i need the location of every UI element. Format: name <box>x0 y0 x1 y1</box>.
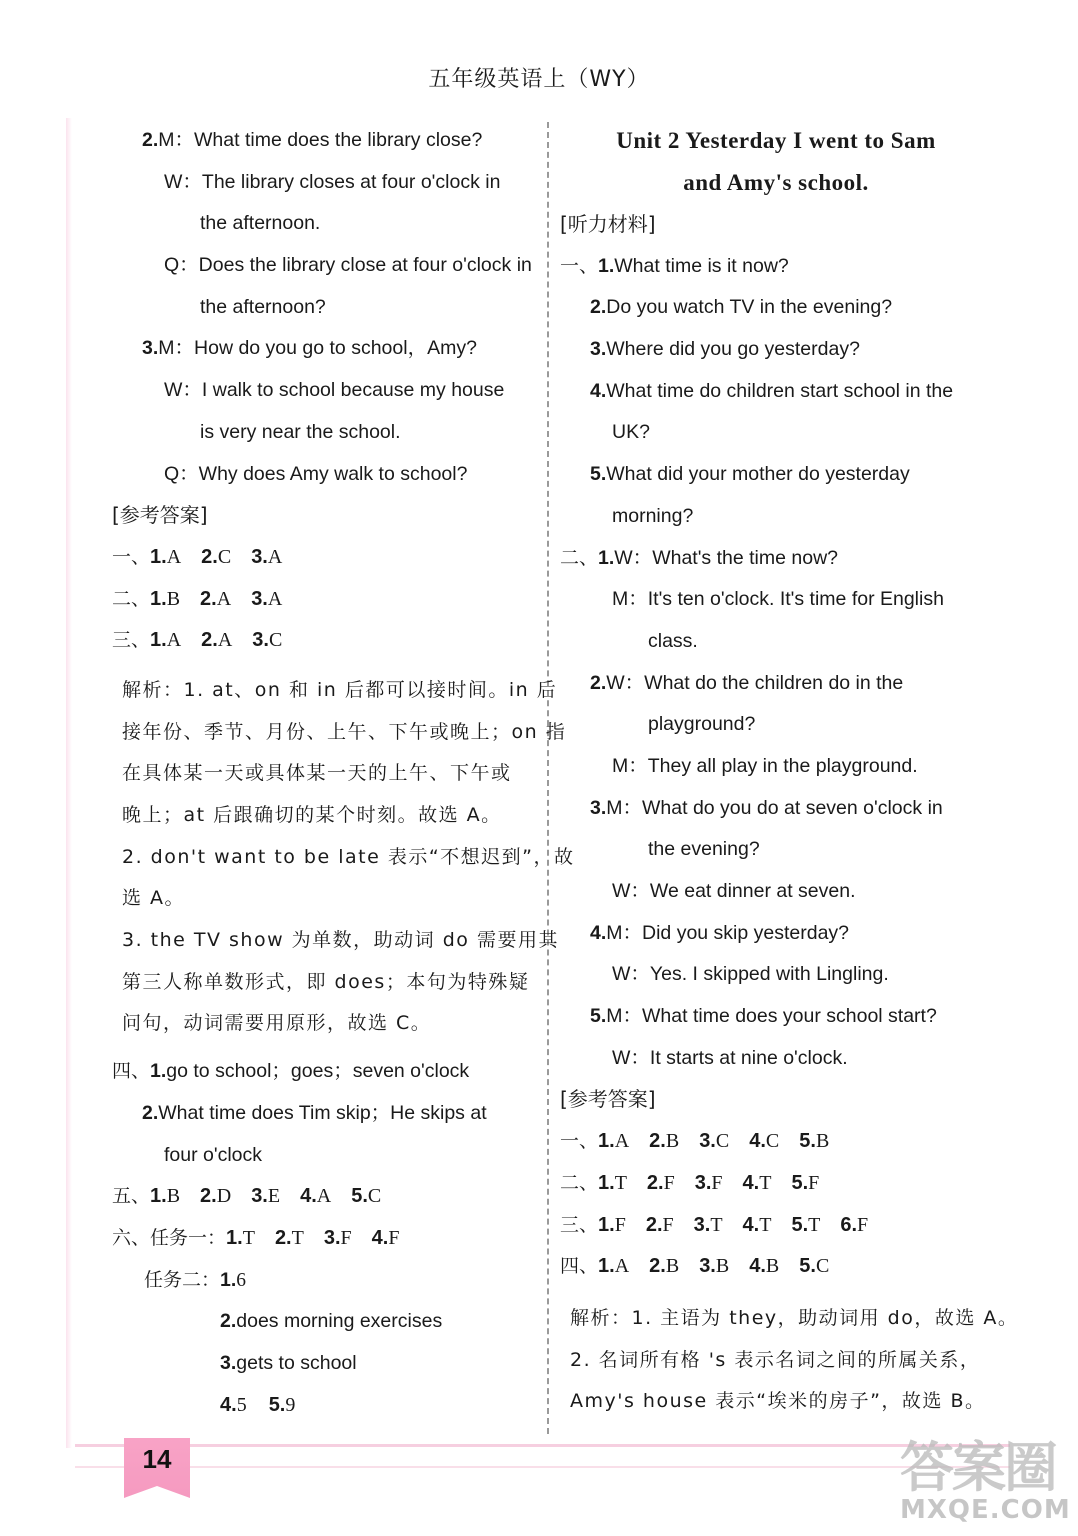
item-number: 3. <box>699 1130 716 1153</box>
answer-value: F <box>663 1171 675 1194</box>
answer-item <box>743 1214 772 1236</box>
answer-item <box>150 1185 180 1207</box>
item-number: 5. <box>590 1005 607 1028</box>
answer-item <box>791 1214 820 1236</box>
answer-value: B <box>166 1185 181 1208</box>
text-line <box>112 245 542 287</box>
item-number: 4. <box>590 921 607 944</box>
answer-item <box>220 1394 247 1416</box>
answer-value: F <box>857 1213 869 1236</box>
text-line <box>112 328 542 370</box>
answer-value: B <box>715 1255 730 1278</box>
item-number: 3. <box>251 1185 268 1208</box>
answer-value: 5 <box>236 1393 247 1416</box>
line-text: the afternoon? <box>200 295 326 318</box>
line-text: Does the library close at four o'clock in <box>198 254 532 277</box>
text-line <box>560 579 992 621</box>
answer-value: A <box>217 629 233 652</box>
answer-value: A <box>166 545 182 568</box>
answer-value: F <box>662 1213 674 1236</box>
answer-value: A <box>216 587 232 610</box>
task-two-line <box>112 1260 542 1302</box>
item-number: 2. <box>220 1310 237 1333</box>
line-text: Why does Amy walk to school? <box>198 462 468 485</box>
item-number: 2. <box>590 296 607 319</box>
speaker-label: M： <box>606 796 643 819</box>
text-line <box>560 287 992 329</box>
left-margin-decoration <box>66 118 72 1448</box>
answer-value: E <box>267 1185 281 1208</box>
text-line <box>112 370 542 412</box>
item-number: 4. <box>742 1213 760 1236</box>
task-label: 任务一： <box>150 1226 227 1249</box>
page-number: 14 <box>142 1444 172 1474</box>
text-line <box>560 538 992 580</box>
item-number: 1. <box>150 587 167 610</box>
text-line <box>112 162 542 204</box>
item-number: 2. <box>201 545 218 568</box>
answer-item <box>598 1255 629 1277</box>
item-number: 3. <box>693 1213 711 1236</box>
line-text: What time do children start school in the <box>606 379 954 402</box>
answer-value: A <box>267 545 283 568</box>
explanation-line: 在具体某一天或具体某一天的上午、下午或 <box>122 762 512 785</box>
text-line <box>112 1093 542 1135</box>
page-header: 五年级英语上（WY） <box>428 67 650 92</box>
item-number: 2. <box>649 1130 666 1153</box>
section-label: 三、 <box>112 629 151 652</box>
answer-item <box>372 1227 400 1249</box>
explanation-line: 选 A。 <box>122 887 186 910</box>
text-line <box>560 246 992 288</box>
text-line <box>560 371 992 413</box>
answer-value: F <box>388 1226 400 1249</box>
left-column <box>112 120 575 1426</box>
answer-row <box>112 1218 542 1260</box>
item-number: 5. <box>791 1213 809 1236</box>
answer-row <box>112 1176 542 1218</box>
section-label: 二、 <box>560 546 599 569</box>
text-line <box>112 1135 542 1177</box>
answer-item <box>699 1130 729 1152</box>
item-number: 1. <box>598 1130 615 1153</box>
section-six-answers <box>112 1218 542 1260</box>
item-number: 2. <box>646 1171 664 1194</box>
explanation-line: 晚上；at 后跟确切的某个时刻。故选 A。 <box>122 804 502 826</box>
answer-row <box>560 1246 992 1288</box>
line-text: What time does your school start? <box>642 1005 937 1028</box>
line-text: The library closes at four o'clock in <box>201 170 501 193</box>
answer-item <box>201 546 231 568</box>
item-number: 5. <box>351 1185 368 1208</box>
item-number: 4. <box>749 1255 766 1278</box>
text-line <box>560 454 992 496</box>
answer-value: B <box>765 1255 780 1278</box>
item-number: 4. <box>300 1185 317 1208</box>
explanation-line: 2. 名词所有格 's 表示名词之间的所属关系， <box>570 1348 981 1371</box>
item-number: 3. <box>323 1226 341 1249</box>
answer-item <box>324 1227 352 1249</box>
item-number: 5. <box>799 1255 816 1278</box>
item-number: 1. <box>150 1060 167 1083</box>
answer-item <box>598 1214 626 1236</box>
answer-value: F <box>808 1171 820 1194</box>
text-line <box>560 621 992 663</box>
item-number: 4. <box>220 1393 237 1416</box>
answer-item <box>150 546 181 568</box>
section-label: 二、 <box>560 1171 599 1194</box>
item-number: 4. <box>749 1130 766 1153</box>
text-line <box>560 829 992 871</box>
item-number: 1. <box>598 1171 615 1194</box>
line-text: does morning exercises <box>236 1310 443 1333</box>
item-number: 3. <box>220 1351 237 1374</box>
item-number: 2. <box>200 1185 217 1208</box>
answer-item <box>695 1172 723 1194</box>
right-column <box>560 120 1019 1423</box>
item-number: 6. <box>840 1213 858 1236</box>
answer-value: F <box>614 1213 626 1236</box>
item-number: 3. <box>251 545 268 568</box>
line-text: What time is it now? <box>614 254 789 277</box>
speaker-label: W： <box>614 546 653 569</box>
line-text: What's the time now? <box>652 546 838 569</box>
text-line <box>112 412 542 454</box>
watermark-bottom: MXQE.COM <box>900 1495 1071 1525</box>
unit-title: Unit 2 Yesterday I went to Sam <box>616 128 936 153</box>
section-five-answers <box>112 1176 542 1218</box>
watermark-logo <box>900 1436 1071 1530</box>
text-line <box>112 203 542 245</box>
line-text: is very near the school. <box>200 420 401 443</box>
text-line <box>560 1038 992 1080</box>
answer-item <box>749 1255 779 1277</box>
answer-row <box>112 579 542 621</box>
footer-rule-2 <box>75 1466 1010 1468</box>
answer-item <box>646 1214 674 1236</box>
answer-key <box>560 1121 992 1288</box>
speaker-label: W： <box>164 379 202 402</box>
line-text: Yes. I skipped with Lingling. <box>649 963 889 986</box>
footer-rule <box>75 1444 1010 1447</box>
listening-part-one <box>560 246 992 538</box>
item-number: 2. <box>201 629 218 652</box>
answer-value: A <box>316 1185 332 1208</box>
line-text: the evening? <box>648 838 760 861</box>
explanation-line: 解析：1. 主语为 they，助动词用 do，故选 A。 <box>570 1306 1019 1329</box>
line-text: gets to school <box>236 1351 357 1374</box>
section-label: 三、 <box>560 1213 599 1236</box>
unit-title-cont: and Amy's school. <box>683 170 869 195</box>
answer-value: T <box>759 1213 772 1236</box>
item-number: 3. <box>142 337 159 360</box>
item-number: 5. <box>268 1393 286 1416</box>
explanation-line: 第三人称单数形式，即 does；本句为特殊疑 <box>122 970 530 993</box>
text-line <box>560 954 992 996</box>
item-number: 4. <box>590 379 607 402</box>
watermark-top: 答案圈 <box>900 1436 1056 1499</box>
answer-row <box>560 1205 992 1247</box>
answer-item <box>200 1185 231 1207</box>
section-label: 四、 <box>560 1255 599 1278</box>
item-number: 1. <box>598 1255 615 1278</box>
answer-item <box>649 1130 679 1152</box>
speaker-label: M： <box>612 588 648 611</box>
answers-heading: [参考答案] <box>112 503 208 528</box>
answer-item <box>791 1172 819 1194</box>
text-line <box>112 287 542 329</box>
answer-item <box>201 629 232 651</box>
task-label: 任务二： <box>144 1268 221 1291</box>
answer-row <box>560 1121 992 1163</box>
speaker-label: W： <box>612 880 650 902</box>
answer-value: B <box>815 1130 830 1153</box>
answer-value: C <box>367 1185 382 1208</box>
answer-item <box>799 1255 829 1277</box>
answer-item <box>649 1255 679 1277</box>
answer-value: A <box>614 1130 630 1153</box>
answer-item <box>351 1185 381 1207</box>
line-text: Where did you go yesterday? <box>606 338 860 361</box>
explanation-line: 2. don't want to be late 表示“不想迟到”，故 <box>122 845 575 868</box>
listening-heading: [听力材料] <box>560 212 656 236</box>
text-line <box>112 454 542 496</box>
answer-item <box>647 1172 675 1194</box>
explanation-line: Amy's house 表示“埃米的房子”，故选 B。 <box>570 1390 986 1413</box>
item-number: 1. <box>226 1226 243 1249</box>
answer-value: C <box>765 1130 780 1153</box>
answer-item <box>200 588 231 610</box>
line-text: It starts at nine o'clock. <box>649 1046 848 1069</box>
answer-value: T <box>242 1226 255 1249</box>
section-label: 一、 <box>560 1130 599 1153</box>
answer-value: F <box>711 1171 723 1194</box>
answer-item <box>699 1255 729 1277</box>
task-two-line <box>112 1385 542 1427</box>
line-text: Did you skip yesterday? <box>642 921 850 944</box>
line-text: What do the children do in the <box>644 671 904 694</box>
answer-row <box>112 537 542 579</box>
answer-value: F <box>340 1226 352 1249</box>
line-text: I walk to school because my house <box>201 379 505 402</box>
section-four-answers <box>112 1051 542 1176</box>
text-line <box>560 788 992 830</box>
answer-value: B <box>665 1130 680 1153</box>
line-text: It's ten o'clock. It's time for English <box>647 588 944 611</box>
answer-item <box>251 1185 280 1207</box>
answer-item <box>598 1130 629 1152</box>
answer-item <box>226 1227 255 1249</box>
line-text: They all play in the playground. <box>647 754 918 777</box>
section-label: 四、 <box>112 1060 151 1083</box>
speaker-label: Q： <box>164 462 199 485</box>
answer-item <box>251 588 282 610</box>
text-line <box>560 996 992 1038</box>
line-text: Do you watch TV in the evening? <box>606 296 893 319</box>
task-two-answers <box>112 1260 542 1427</box>
answer-value: T <box>759 1171 772 1194</box>
line-text: go to school；goes；seven o'clock <box>166 1060 470 1083</box>
line-text: We eat dinner at seven. <box>649 880 856 902</box>
item-number: 1. <box>150 1185 167 1208</box>
answer-item <box>269 1394 296 1416</box>
answer-row <box>112 620 542 662</box>
text-line <box>560 913 992 955</box>
explanation-line: 解析：1. at、on 和 in 后都可以接时间。in 后 <box>122 678 558 701</box>
answer-item <box>150 588 180 610</box>
item-number: 3. <box>252 629 269 652</box>
item-number: 2. <box>142 129 159 151</box>
item-number: 2. <box>590 671 607 694</box>
item-number: 3. <box>251 587 268 610</box>
task-two-line <box>112 1343 542 1385</box>
item-number: 5. <box>799 1130 816 1153</box>
line-text: What do you do at seven o'clock in <box>642 796 943 819</box>
text-line <box>560 871 992 913</box>
answer-value: D <box>216 1185 232 1208</box>
task-two-line <box>112 1301 542 1343</box>
item-number: 2. <box>142 1101 159 1124</box>
speaker-label: W： <box>612 1046 650 1069</box>
text-line <box>112 1051 542 1093</box>
item-number: 1. <box>598 546 615 569</box>
section-label: 二、 <box>112 587 151 610</box>
section-label: 五、 <box>112 1185 151 1208</box>
speaker-label: W： <box>612 963 650 986</box>
speaker-label: M： <box>612 754 648 777</box>
answer-value: A <box>166 629 182 652</box>
answer-value: 9 <box>285 1393 296 1416</box>
listening-part-two <box>560 538 992 1080</box>
answer-value: A <box>267 587 283 610</box>
answer-item <box>598 1172 627 1194</box>
speaker-label: Q： <box>164 254 199 277</box>
item-number: 5. <box>791 1171 809 1194</box>
answer-item <box>799 1130 829 1152</box>
answer-item <box>840 1214 868 1236</box>
text-line <box>560 746 992 788</box>
answer-value: A <box>614 1255 630 1278</box>
item-number: 1. <box>220 1268 237 1291</box>
item-number: 1. <box>150 629 167 652</box>
answer-value: B <box>166 587 181 610</box>
line-text: How do you go to school，Amy? <box>194 337 477 360</box>
answer-item <box>150 629 181 651</box>
explanation-line: 3. the TV show 为单数，助动词 do 需要用其 <box>122 929 559 952</box>
answer-row <box>560 1163 992 1205</box>
line-text: What time does the library close? <box>194 129 483 151</box>
answer-item <box>252 629 282 651</box>
answer-key <box>112 537 542 662</box>
listening-material-continued <box>112 120 542 495</box>
text-line <box>560 412 992 454</box>
line-text: playground? <box>648 713 756 736</box>
item-number: 3. <box>590 796 607 819</box>
explanation-block <box>560 1298 1019 1423</box>
line-text: class. <box>648 629 698 652</box>
item-number: 2. <box>274 1226 292 1249</box>
item-number: 2. <box>645 1213 663 1236</box>
item-number: 1. <box>598 254 615 277</box>
section-label: 一、 <box>560 254 599 277</box>
item-number: 5. <box>590 463 607 486</box>
answer-value: C <box>217 545 232 568</box>
answer-value: T <box>710 1213 723 1236</box>
answer-item <box>275 1227 304 1249</box>
item-number: 1. <box>598 1213 615 1236</box>
speaker-label: W： <box>164 170 202 193</box>
line-text: What time does Tim skip；He skips at <box>158 1101 487 1124</box>
item-number: 4. <box>371 1226 389 1249</box>
line-text: What did your mother do yesterday <box>606 463 910 486</box>
line-text: the afternoon. <box>200 212 321 235</box>
speaker-label: M： <box>606 1005 643 1028</box>
column-divider <box>547 122 549 1434</box>
answer-value: T <box>291 1226 304 1249</box>
answer-value: B <box>665 1255 680 1278</box>
speaker-label: M： <box>606 921 643 944</box>
item-number: 3. <box>694 1171 712 1194</box>
text-line <box>560 704 992 746</box>
answer-item <box>251 546 282 568</box>
text-line <box>112 120 542 162</box>
answer-value: T <box>808 1213 821 1236</box>
answer-item <box>694 1214 723 1236</box>
item-number: 4. <box>742 1171 760 1194</box>
item-number: 1. <box>150 545 167 568</box>
line-text: 6 <box>236 1269 247 1291</box>
answer-value: T <box>614 1171 627 1194</box>
speaker-label: M： <box>158 129 195 151</box>
answer-item <box>749 1130 779 1152</box>
speaker-label: W： <box>606 671 645 694</box>
section-label: 一、 <box>112 545 151 568</box>
answer-item <box>300 1185 331 1207</box>
item-number: 3. <box>590 338 607 361</box>
section-label: 六、 <box>112 1226 151 1249</box>
text-line <box>560 663 992 705</box>
answer-item <box>743 1172 772 1194</box>
explanation-line: 接年份、季节、月份、上午、下午或晚上；on 指 <box>122 720 567 743</box>
answer-value: C <box>268 629 283 652</box>
text-line <box>560 329 992 371</box>
answer-value: C <box>815 1255 830 1278</box>
item-number: 2. <box>649 1255 666 1278</box>
line-text: four o'clock <box>164 1143 263 1166</box>
item-number: 3. <box>699 1255 716 1278</box>
text-line <box>560 496 992 538</box>
speaker-label: M： <box>158 337 195 360</box>
answer-value: C <box>715 1130 730 1153</box>
explanation-line: 问句，动词需要用原形，故选 C。 <box>122 1012 432 1035</box>
line-text: morning? <box>612 504 694 527</box>
item-number: 2. <box>200 587 217 610</box>
line-text: UK? <box>612 421 650 444</box>
explanation-block <box>112 670 575 1045</box>
answers-heading: [参考答案] <box>560 1087 656 1112</box>
